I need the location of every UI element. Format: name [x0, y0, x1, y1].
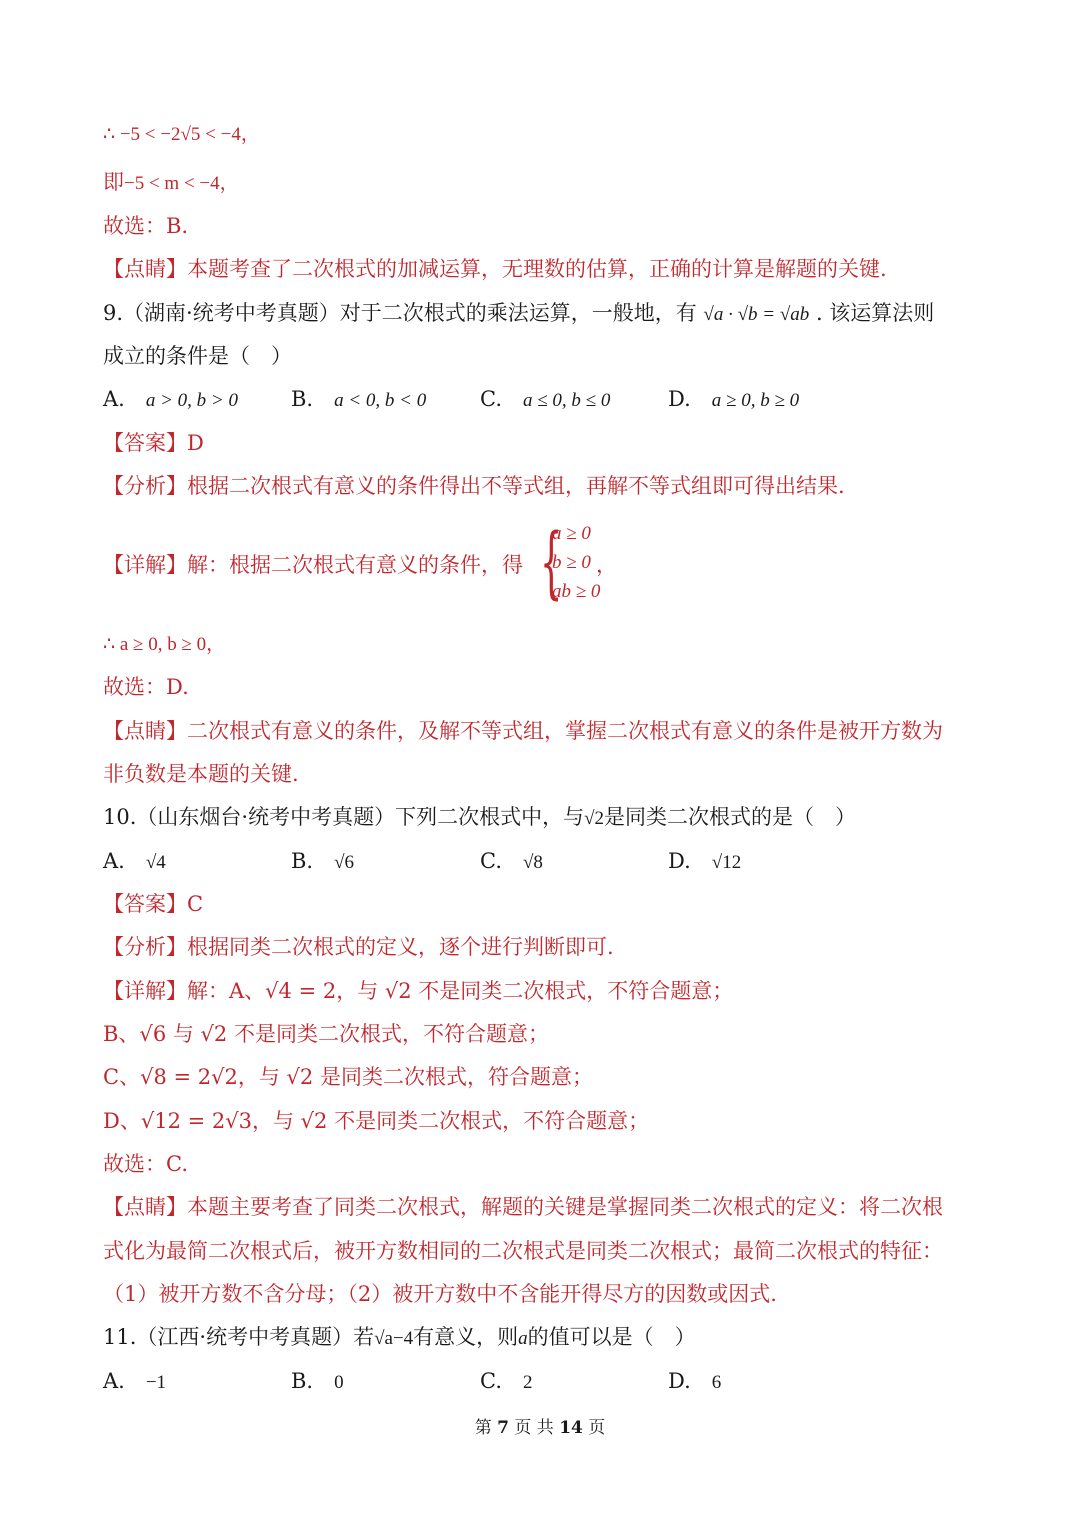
- page-footer: 第 7 页 共 14 页: [474, 1418, 606, 1438]
- note-line: 式化为最简二次根式后，被开方数相同的二次根式是同类二次根式；最简二次根式的特征：: [103, 1239, 943, 1263]
- note-line: 【点睛】本题主要考查了同类二次根式，解题的关键是掌握同类二次根式的定义：将二次根: [103, 1195, 943, 1219]
- formula: √a · √b = √ab: [703, 304, 810, 325]
- detail-line: D、√12 = 2√3，与 √2 不是同类二次根式，不符合题意；: [103, 1109, 650, 1133]
- option-c: C. 2: [480, 1369, 533, 1393]
- solution-line: 即−5 < m < −4，: [103, 170, 239, 194]
- option-a: A. −1: [103, 1369, 167, 1393]
- note-line: （1）被开方数不含分母；（2）被开方数中不含能开得尽方的因数或因式.: [103, 1282, 777, 1306]
- question-9-stem: 9.（湖南·统考中考真题）对于二次根式的乘法运算，一般地，有 √a · √b = √ab . 该运算法则: [103, 301, 935, 325]
- comma: ，: [596, 553, 617, 577]
- option-a: A. a > 0, b > 0: [103, 387, 238, 411]
- option-d: D. √12: [668, 849, 742, 873]
- detail-line: C、√8 = 2√2，与 √2 是同类二次根式，符合题意；: [103, 1065, 593, 1089]
- option-c: C. √8: [480, 849, 543, 873]
- option-d: D. a ≥ 0, b ≥ 0: [668, 387, 800, 411]
- page-number: 7: [497, 1418, 509, 1438]
- page-total: 14: [559, 1418, 583, 1438]
- solution-line: ∴ −5 < −2√5 < −4，: [103, 124, 260, 145]
- option-c: C. a ≤ 0, b ≤ 0: [480, 387, 611, 411]
- question-9-stem-cont: 成立的条件是（ ）: [103, 344, 292, 368]
- option-b: B. 0: [291, 1369, 344, 1393]
- option-b: B. a < 0, b < 0: [291, 387, 427, 411]
- inequality-system: { a ≥ 0 b ≥ 0 ab ≥ 0: [540, 518, 601, 608]
- choice-line: 故选：D.: [103, 675, 189, 699]
- detail-line: 【详解】解：根据二次根式有意义的条件，得: [103, 553, 523, 577]
- option-a: A. √4: [103, 849, 166, 873]
- detail-line: 【详解】解：A、√4 = 2，与 √2 不是同类二次根式，不符合题意；: [103, 979, 734, 1003]
- answer-line: 【答案】C: [103, 892, 204, 916]
- choice-line: 故选：C.: [103, 1152, 188, 1176]
- option-b: B. √6: [291, 849, 355, 873]
- detail-line: B、√6 与 √2 不是同类二次根式，不符合题意；: [103, 1022, 549, 1046]
- choice-line: 故选：B.: [103, 214, 189, 238]
- question-11-stem: 11.（江西·统考中考真题）若√a−4有意义，则a的值可以是（ ）: [103, 1325, 696, 1349]
- note-line: 非负数是本题的关键.: [103, 762, 299, 786]
- answer-line: 【答案】D: [103, 431, 204, 455]
- note-line: 【点睛】二次根式有意义的条件，及解不等式组，掌握二次根式有意义的条件是被开方数为: [103, 719, 943, 743]
- analysis-line: 【分析】根据二次根式有意义的条件得出不等式组，再解不等式组即可得出结果.: [103, 474, 845, 498]
- option-d: D. 6: [668, 1369, 722, 1393]
- question-10-stem: 10.（山东烟台·统考中考真题）下列二次根式中，与√2是同类二次根式的是（ ）: [103, 805, 857, 829]
- note-line: 【点睛】本题考查了二次根式的加减运算，无理数的估算，正确的计算是解题的关键.: [103, 257, 887, 281]
- therefore-line: ∴ a ≥ 0, b ≥ 0，: [103, 634, 226, 655]
- analysis-line: 【分析】根据同类二次根式的定义，逐个进行判断即可.: [103, 935, 614, 959]
- brace-icon: {: [540, 518, 563, 608]
